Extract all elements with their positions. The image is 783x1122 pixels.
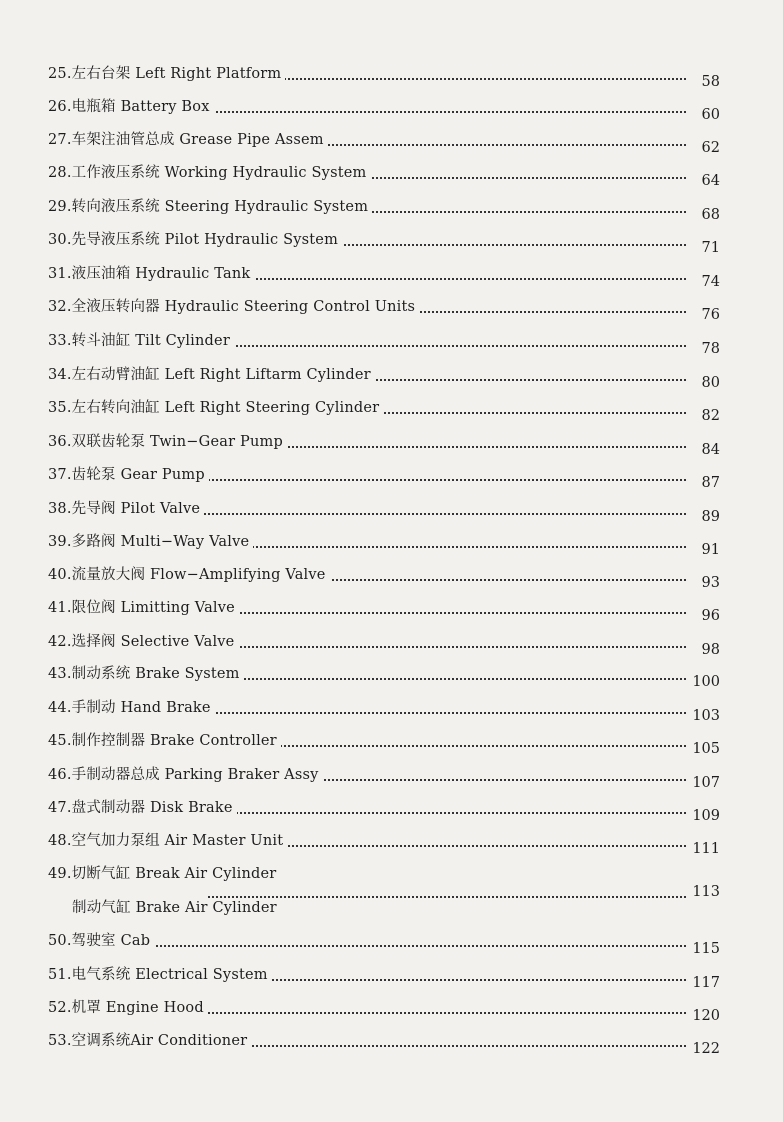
toc-entry — [48, 765, 728, 795]
toc-entry — [48, 698, 728, 728]
toc-entry-label: 49.切断气缸 Break Air Cylinder — [48, 864, 280, 884]
toc-entry-label: 52.机罩 Engine Hood — [48, 998, 208, 1018]
toc-entry-page: 91 — [701, 542, 720, 558]
toc-entry-label: 37.齿轮泵 Gear Pump — [48, 465, 209, 485]
toc-entry-label: 40.流量放大阀 Flow−Amplifying Valve — [48, 565, 330, 585]
toc-entry — [48, 398, 728, 428]
toc-entry-label: 38.先导阀 Pilot Valve — [48, 499, 204, 519]
toc-entry-page: 89 — [701, 509, 720, 525]
toc-entry-page: 107 — [692, 775, 720, 791]
toc-entry — [48, 632, 728, 662]
toc-entry-label: 31.液压油箱 Hydraulic Tank — [48, 264, 254, 284]
toc-entry — [48, 731, 728, 761]
toc-entry — [48, 264, 728, 294]
toc-entry-label: 30.先导液压系统 Pilot Hydraulic System — [48, 230, 342, 250]
toc-entry-page: 109 — [692, 808, 720, 824]
toc-entry — [48, 798, 728, 828]
toc-entry-label: 26.电瓶箱 Battery Box — [48, 97, 214, 117]
toc-entry-label: 32.全液压转向器 Hydraulic Steering Control Units — [48, 297, 419, 317]
toc-entry-label: 33.转斗油缸 Tilt Cylinder — [48, 331, 234, 351]
toc-entry-label: 35.左右转向油缸 Left Right Steering Cylinder — [48, 398, 383, 418]
toc-entry — [48, 64, 728, 94]
toc-entry-page: 115 — [692, 941, 720, 957]
toc-entry-label: 53.空调系统Air Conditioner — [48, 1031, 251, 1051]
toc-entry-page: 96 — [701, 608, 720, 624]
toc-entry-page: 74 — [701, 274, 720, 290]
toc-entry — [48, 465, 728, 495]
toc-entry-label: 39.多路阀 Multi−Way Valve — [48, 532, 253, 552]
toc-entry-page: 62 — [701, 140, 720, 156]
toc-entry-page: 113 — [692, 884, 720, 900]
toc-entry-label: 44.手制动 Hand Brake — [48, 698, 215, 718]
toc-entry-label: 29.转向液压系统 Steering Hydraulic System — [48, 197, 372, 217]
toc-entry-label: 51.电气系统 Electrical System — [48, 965, 272, 985]
toc-entry-page: 111 — [692, 841, 720, 857]
toc-entry — [48, 998, 728, 1028]
toc-entry-label: 48.空气加力泵组 Air Master Unit — [48, 831, 287, 851]
toc-entry — [48, 664, 728, 694]
toc-entry — [48, 97, 728, 127]
toc-entry — [48, 565, 728, 595]
toc-entry-page: 100 — [692, 674, 720, 690]
toc-entry-page: 64 — [701, 173, 720, 189]
toc-entry-label: 42.选择阀 Selective Valve — [48, 632, 238, 652]
toc-entry-label: 27.车架注油管总成 Grease Pipe Assem — [48, 130, 328, 150]
toc-entry — [48, 297, 728, 327]
toc-entry-page: 82 — [701, 408, 720, 424]
toc-entry — [48, 931, 728, 961]
toc-entry — [48, 532, 728, 562]
toc-entry-label: 46.手制动器总成 Parking Braker Assy — [48, 765, 323, 785]
toc-entry — [48, 598, 728, 628]
toc-entry-label: 50.驾驶室 Cab — [48, 931, 154, 951]
toc-entry-page: 122 — [692, 1041, 720, 1057]
toc-entry-page: 84 — [701, 442, 720, 458]
toc-entry — [48, 432, 728, 462]
toc-entry — [48, 163, 728, 193]
toc-entry — [48, 965, 728, 995]
toc-entry-page: 78 — [701, 341, 720, 357]
toc-entry-page: 60 — [701, 107, 720, 123]
toc-entry-page: 58 — [701, 74, 720, 90]
toc-entry — [48, 331, 728, 361]
toc-entry-label: 45.制作控制器 Brake Controller — [48, 731, 281, 751]
toc-entry-page: 76 — [701, 307, 720, 323]
toc-entry-page: 87 — [701, 475, 720, 491]
toc-entry — [48, 499, 728, 529]
toc-entry — [48, 1031, 728, 1061]
toc-entry-page: 68 — [701, 207, 720, 223]
toc-entry-label: 36.双联齿轮泵 Twin−Gear Pump — [48, 432, 287, 452]
toc-entry — [48, 831, 728, 861]
toc-entry-page: 98 — [701, 642, 720, 658]
toc-entry-label: 34.左右动臂油缸 Left Right Liftarm Cylinder — [48, 365, 375, 385]
toc-entry — [48, 365, 728, 395]
toc-entry-label: 制动气缸 Brake Air Cylinder — [72, 898, 281, 918]
toc-entry-page: 105 — [692, 741, 720, 757]
toc-entry — [48, 230, 728, 260]
toc-entry-page: 117 — [692, 975, 720, 991]
toc-entry-label: 47.盘式制动器 Disk Brake — [48, 798, 237, 818]
toc-entry-page: 93 — [701, 575, 720, 591]
toc-entry-label: 28.工作液压系统 Working Hydraulic System — [48, 163, 370, 183]
toc-entry — [48, 864, 728, 894]
toc-entry — [48, 130, 728, 160]
toc-entry-label: 43.制动系统 Brake System — [48, 664, 244, 684]
toc-entry-label: 41.限位阀 Limitting Valve — [48, 598, 239, 618]
toc-entry-page: 103 — [692, 708, 720, 724]
toc-entry — [48, 197, 728, 227]
toc-entry-page: 120 — [692, 1008, 720, 1024]
toc-entry-label: 25.左右台架 Left Right Platform — [48, 64, 285, 84]
toc-entry-page: 80 — [701, 375, 720, 391]
toc-entry-page: 71 — [701, 240, 720, 256]
toc-entry — [48, 884, 728, 928]
